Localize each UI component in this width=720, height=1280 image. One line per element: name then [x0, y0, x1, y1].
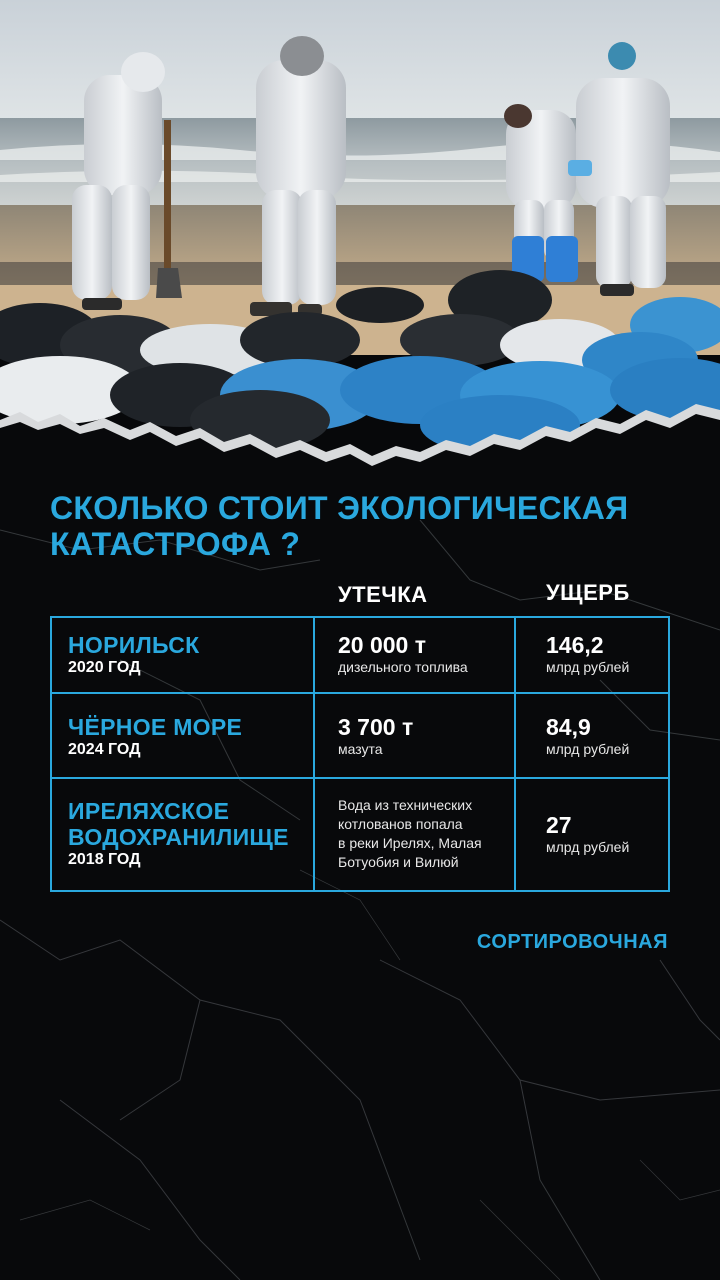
event-year: 2024 ГОД [68, 741, 141, 758]
event-year: 2020 ГОД [68, 659, 141, 676]
place-name-line-1: ИРЕЛЯХСКОЕ [68, 798, 230, 824]
place-name: НОРИЛЬСК [68, 632, 200, 658]
leak-desc: мазута [338, 741, 383, 757]
event-year: 2018 ГОД [68, 851, 141, 868]
damage-unit: млрд рублей [546, 839, 630, 855]
leak-desc-line: в реки Ирелях, Малая [338, 835, 482, 851]
leak-cell [338, 632, 468, 676]
leak-desc: дизельного топлива [338, 659, 468, 675]
leak-desc-line: Вода из технических [338, 797, 473, 813]
damage-unit: млрд рублей [546, 659, 630, 675]
leak-cell [338, 796, 482, 872]
damage-unit: млрд рублей [546, 741, 630, 757]
brand-name: СОРТИРОВОЧНАЯ [476, 931, 668, 953]
damage-value: 27 [546, 812, 572, 838]
leak-cell [338, 714, 413, 758]
table-row [68, 632, 200, 678]
headline-line-1: СКОЛЬКО СТОИТ ЭКОЛОГИЧЕСКАЯ [50, 490, 629, 526]
headline-line-2: КАТАСТРОФА ? [50, 526, 301, 562]
damage-value: 146,2 [546, 632, 604, 658]
damage-value: 84,9 [546, 714, 591, 740]
place-name: ЧЁРНОЕ МОРЕ [68, 714, 243, 740]
table-row [68, 798, 289, 870]
leak-value: 3 700 т [338, 714, 414, 740]
leak-value: 20 000 т [338, 632, 427, 658]
damage-table [50, 616, 670, 892]
damage-cell [546, 812, 629, 856]
column-header-damage: УЩЕРБ [546, 580, 630, 605]
place-name-line-2: ВОДОХРАНИЛИЩЕ [68, 824, 289, 850]
leak-desc-line: Ботуобия и Вилюй [338, 854, 459, 870]
damage-cell [546, 714, 629, 758]
column-header-leak: УТЕЧКА [338, 582, 428, 607]
table-row [68, 714, 242, 760]
damage-cell [546, 632, 629, 676]
leak-desc-line: котлованов попала [338, 816, 463, 832]
